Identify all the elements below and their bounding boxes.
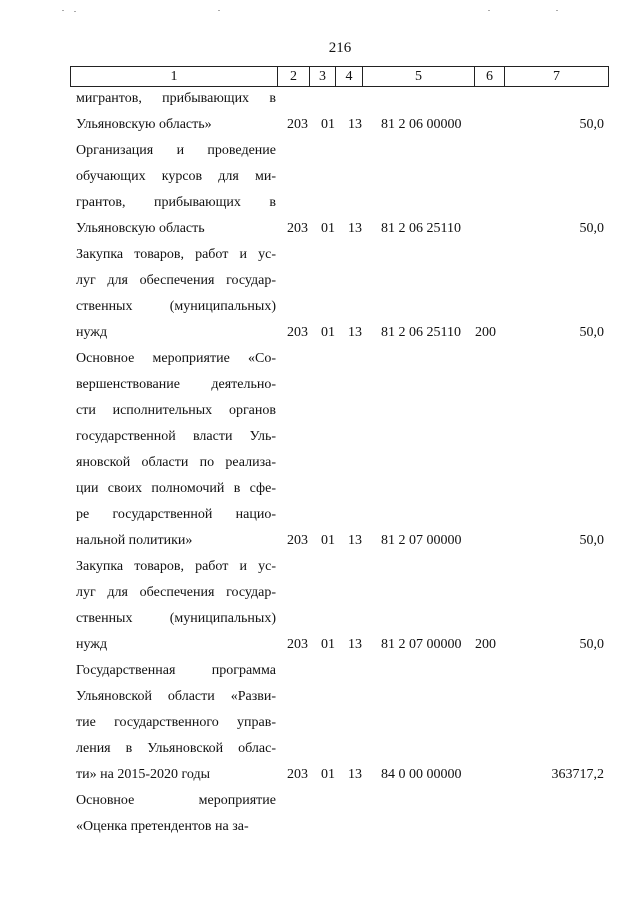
cell-c7: 50,0 [579,221,604,236]
cell-c3: 01 [321,221,335,236]
cell-c6: 200 [475,325,496,340]
scan-mark [74,11,76,12]
cell-c4: 13 [348,767,362,782]
description-line: государственной власти Уль- [76,429,276,444]
cell-c2: 203 [287,325,308,340]
description-line: Основное мероприятие «Со- [76,351,276,366]
table-row [0,556,640,660]
row-description [76,790,276,842]
scan-mark [62,10,64,11]
description-line: сти исполнительных органов [76,403,276,418]
table-row [0,348,640,556]
description-line: луг для обеспечения государ- [76,585,276,600]
cell-c3: 01 [321,117,335,132]
description-line: Закупка товаров, работ и ус- [76,247,276,262]
column-header: 1 [71,67,278,87]
cell-c5: 81 2 06 25110 [381,221,461,236]
description-line: Государственная программа [76,663,276,678]
cell-c7: 50,0 [579,637,604,652]
table-row [0,660,640,790]
cell-c4: 13 [348,325,362,340]
description-line: луг для обеспечения государ- [76,273,276,288]
cell-c4: 13 [348,221,362,236]
description-line: Ульяновскую область» [76,117,212,132]
cell-c2: 203 [287,533,308,548]
description-line: Закупка товаров, работ и ус- [76,559,276,574]
cell-c2: 203 [287,637,308,652]
description-line: ции своих полномочий в сфе- [76,481,276,496]
cell-c5: 84 0 00 00000 [381,767,462,782]
cell-c4: 13 [348,637,362,652]
cell-c5: 81 2 06 00000 [381,117,462,132]
description-line: нужд [76,325,108,340]
row-description [76,244,276,348]
description-line: мигрантов, прибывающих в [76,91,276,106]
scan-mark [556,10,558,11]
row-description [76,556,276,660]
cell-c6: 200 [475,637,496,652]
cell-c2: 203 [287,767,308,782]
description-line: тие государственного управ- [76,715,276,730]
cell-c7: 363717,2 [551,767,604,782]
column-header: 2 [278,67,310,87]
cell-c3: 01 [321,767,335,782]
description-line: ственных (муниципальных) [76,299,276,314]
column-header: 7 [505,67,609,87]
cell-c2: 203 [287,117,308,132]
description-line: ления в Ульяновской облас- [76,741,276,756]
page-number: 216 [328,40,352,56]
column-header-row [71,67,609,87]
description-line: Организация и проведение [76,143,276,158]
cell-c7: 50,0 [579,117,604,132]
description-line: нужд [76,637,108,652]
cell-c3: 01 [321,325,335,340]
cell-c2: 203 [287,221,308,236]
cell-c3: 01 [321,533,335,548]
column-header-table [70,66,609,87]
cell-c5: 81 2 06 25110 [381,325,461,340]
table-row [0,140,640,244]
column-header: 5 [363,67,475,87]
row-description [76,140,276,244]
cell-c4: 13 [348,533,362,548]
table-row [0,790,640,842]
description-line: яновской области по реализа- [76,455,276,470]
cell-c3: 01 [321,637,335,652]
scan-mark [218,10,220,11]
cell-c5: 81 2 07 00000 [381,637,462,652]
column-header: 6 [475,67,505,87]
description-line: «Оценка претендентов на за- [76,819,249,834]
row-description [76,660,276,790]
table-row [0,244,640,348]
cell-c5: 81 2 07 00000 [381,533,462,548]
row-description [76,88,276,140]
description-line: Основное мероприятие [76,793,276,808]
description-line: обучающих курсов для ми- [76,169,276,184]
description-line: нальной политики» [76,533,193,548]
cell-c4: 13 [348,117,362,132]
table-row [0,88,640,140]
row-description [76,348,276,556]
description-line: вершенствование деятельно- [76,377,276,392]
description-line: грантов, прибывающих в [76,195,276,210]
description-line: ти» на 2015-2020 годы [76,767,210,782]
scan-mark [488,10,490,11]
column-header: 4 [336,67,363,87]
description-line: ственных (муниципальных) [76,611,276,626]
description-line: Ульяновскую область [76,221,205,236]
cell-c7: 50,0 [579,325,604,340]
cell-c7: 50,0 [579,533,604,548]
column-header: 3 [310,67,336,87]
description-line: ре государственной нацио- [76,507,276,522]
description-line: Ульяновской области «Разви- [76,689,276,704]
